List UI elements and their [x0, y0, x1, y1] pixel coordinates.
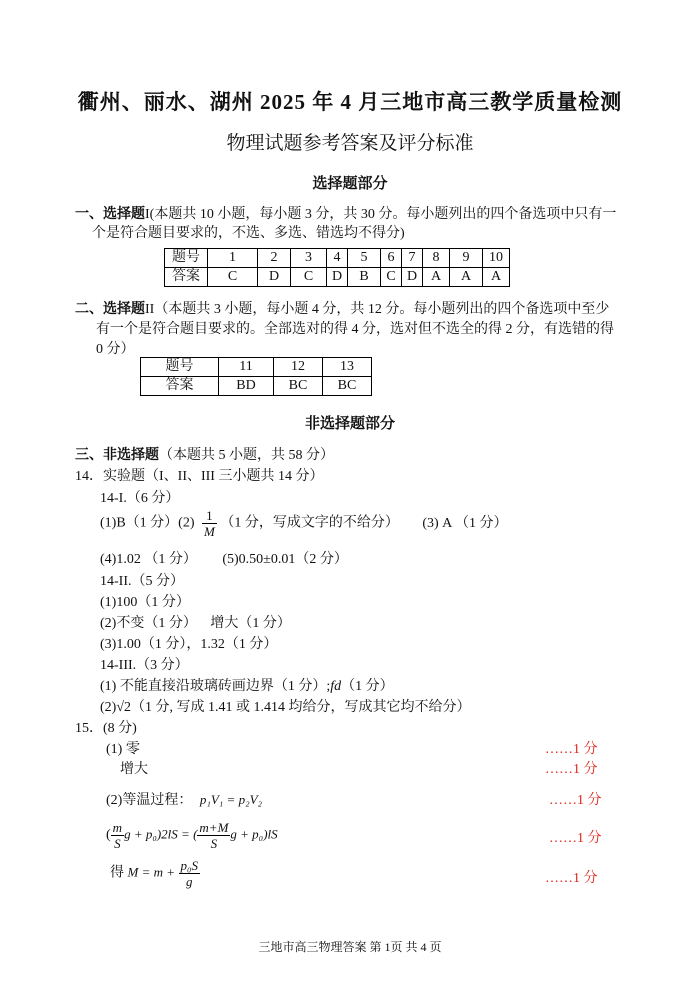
fraction-p0s-over-g [179, 858, 201, 889]
q14-s2-line1: (1)100（1 分） [100, 595, 190, 610]
q14-s3-l1-a: (1) 不能直接沿玻璃砖画边界（1 分）; [100, 679, 331, 694]
fraction-numerator: 1 [202, 508, 217, 524]
table-cell: D [258, 268, 291, 287]
table-cell: 13 [323, 358, 372, 377]
q1-desc-line1 [75, 203, 616, 223]
table-cell: 10 [483, 249, 510, 268]
table-cell: 7 [402, 249, 423, 268]
table-cell: BC [323, 377, 372, 396]
q14-s3-l1-fd: fd [330, 679, 342, 694]
sqrt-2: √2 [116, 700, 132, 715]
q14-s3-l1-b: （1 分） [341, 679, 394, 694]
q14-s1-l2-b: (5)0.50±0.01（2 分） [222, 552, 348, 567]
q14-s3-l2-b: （1 分, 写成 1.41 或 1.414 均给分，写成其它均不给分） [131, 700, 471, 715]
q14-s1-l1-c: (3) A （1 分） [422, 515, 508, 531]
q15-l3 [106, 789, 262, 809]
q3-label: 三、非选择题 [75, 447, 159, 463]
q14-s3-line2 [100, 696, 471, 716]
q15-line: 15．(8 分) [75, 721, 137, 736]
table-cell: 5 [348, 249, 381, 268]
fraction-m-over-s [111, 820, 124, 851]
q1-desc-text1: I(本题共 10 小题，每小题 3 分，共 30 分。每小题列出的四个备选项中只有一 [145, 207, 617, 222]
table-cell: BD [219, 377, 274, 396]
q2-desc-line3: 0 分） [96, 342, 135, 357]
q14-s2-title: 14-II.（5 分） [100, 574, 184, 589]
q2-desc-line2: 有一个是符合题目要求的。全部选对的得 4 分，选对但不选全的得 2 分，有选错的得 [96, 322, 614, 337]
q1-answer-table [164, 248, 510, 287]
equation-result: M = m + [127, 864, 176, 880]
table-cell: A [450, 268, 483, 287]
score-mark: ……1 分 [545, 762, 598, 777]
q14-s1-l1-b: （1 分，写成文字的不给分） [220, 515, 399, 531]
fraction-denominator: S [210, 836, 218, 851]
table-cell: D [402, 268, 423, 287]
q15-l1: (1) 零 [106, 742, 140, 757]
table-cell: 9 [450, 249, 483, 268]
q14-s1-l2-a: (4)1.02 （1 分） [100, 552, 197, 567]
table-cell: 3 [291, 249, 327, 268]
table-cell: C [208, 268, 258, 287]
score-mark: ……1 分 [549, 831, 602, 846]
section-heading-choice: 选择题部分 [312, 174, 388, 192]
q14-s2-l2-b: 增大（1 分） [210, 616, 291, 631]
q14-s1-title: 14-I.（6 分） [100, 491, 180, 506]
table-row [141, 358, 372, 377]
q2-desc-line1 [75, 298, 609, 318]
table-cell: D [327, 268, 348, 287]
q2-desc-text1: II（本题共 3 小题，每小题 4 分，共 12 分。每小题列出的四个备选项中至少 [145, 302, 610, 317]
q14-s2-line2 [100, 612, 291, 632]
score-mark: ……1 分 [545, 742, 598, 757]
paren-open: ( [106, 827, 111, 843]
q1-label: 一、选择题 [75, 206, 145, 222]
q2-answer-table [140, 357, 372, 396]
table-cell: 4 [327, 249, 348, 268]
q14-s1-line1 [100, 508, 508, 539]
document-subtitle: 物理试题参考答案及评分标准 [226, 133, 474, 154]
fraction-denominator: M [204, 524, 215, 539]
q15-l5-label: 得 [110, 865, 124, 881]
fraction-numerator: m [112, 820, 123, 835]
table-cell: 2 [258, 249, 291, 268]
fraction-1-over-m [202, 508, 217, 539]
table-cell: C [381, 268, 402, 287]
page-footer: 三地市高三物理答案 第 1页 共 4 页 [258, 940, 442, 954]
q2-label: 二、选择题 [75, 301, 145, 317]
fraction-numerator: m+M [199, 820, 229, 835]
q14-s3-l2-a: (2) [100, 700, 117, 715]
score-mark: ……1 分 [549, 793, 602, 808]
q14-s3-title: 14-III.（3 分） [100, 658, 189, 673]
q14-s1-l1-a: (1)B（1 分）(2) [100, 515, 195, 531]
fraction-numerator: p₀S [180, 858, 199, 873]
table-cell: C [291, 268, 327, 287]
table-cell: 6 [381, 249, 402, 268]
table-cell: 12 [274, 358, 323, 377]
section-heading-nonchoice: 非选择题部分 [304, 414, 395, 432]
table-cell: 11 [219, 358, 274, 377]
q3-desc: （本题共 5 小题，共 58 分） [159, 448, 334, 463]
q15-l5 [110, 858, 200, 889]
fraction-denominator: S [114, 836, 121, 851]
q14-line: 14．实验题（I、II、III 三小题共 14 分） [75, 469, 324, 484]
q14-s3-line1 [100, 675, 394, 695]
table-cell: 1 [208, 249, 258, 268]
table-cell: BC [274, 377, 323, 396]
table-row-label: 题号 [165, 249, 208, 268]
table-cell: B [348, 268, 381, 287]
table-row-label: 题号 [141, 358, 219, 377]
q1-desc-line2: 个是符合题目要求的，不选、多选、错选均不得分) [92, 226, 405, 241]
equation-middle: g + p₀)2lS = ( [124, 826, 198, 842]
table-cell: 8 [423, 249, 450, 268]
q14-s2-line3: (3)1.00（1 分），1.32（1 分） [100, 637, 278, 652]
q15-l2: 增大 [120, 762, 148, 777]
q14-s2-l2-a: (2)不变（1 分） [100, 616, 197, 631]
equation-isothermal: p₁V₁ = p₂V₂ [199, 792, 263, 807]
table-row [165, 249, 510, 268]
score-mark: ……1 分 [545, 871, 598, 886]
table-row-label: 答案 [141, 377, 219, 396]
q3-line [75, 444, 334, 464]
table-cell: A [483, 268, 510, 287]
table-row-label: 答案 [165, 268, 208, 287]
q14-s1-line2 [100, 548, 348, 568]
fraction-denominator: g [186, 874, 193, 889]
table-cell: A [423, 268, 450, 287]
table-row [165, 268, 510, 287]
q15-l4 [106, 820, 278, 851]
document-title: 衢州、丽水、湖州 2025 年 4 月三地市高三教学质量检测 [77, 90, 623, 114]
fraction-mplusm-over-s [197, 820, 230, 851]
table-row [141, 377, 372, 396]
q15-l3-label: (2)等温过程： [106, 793, 193, 808]
equation-end: g + p₀)lS [230, 826, 278, 842]
